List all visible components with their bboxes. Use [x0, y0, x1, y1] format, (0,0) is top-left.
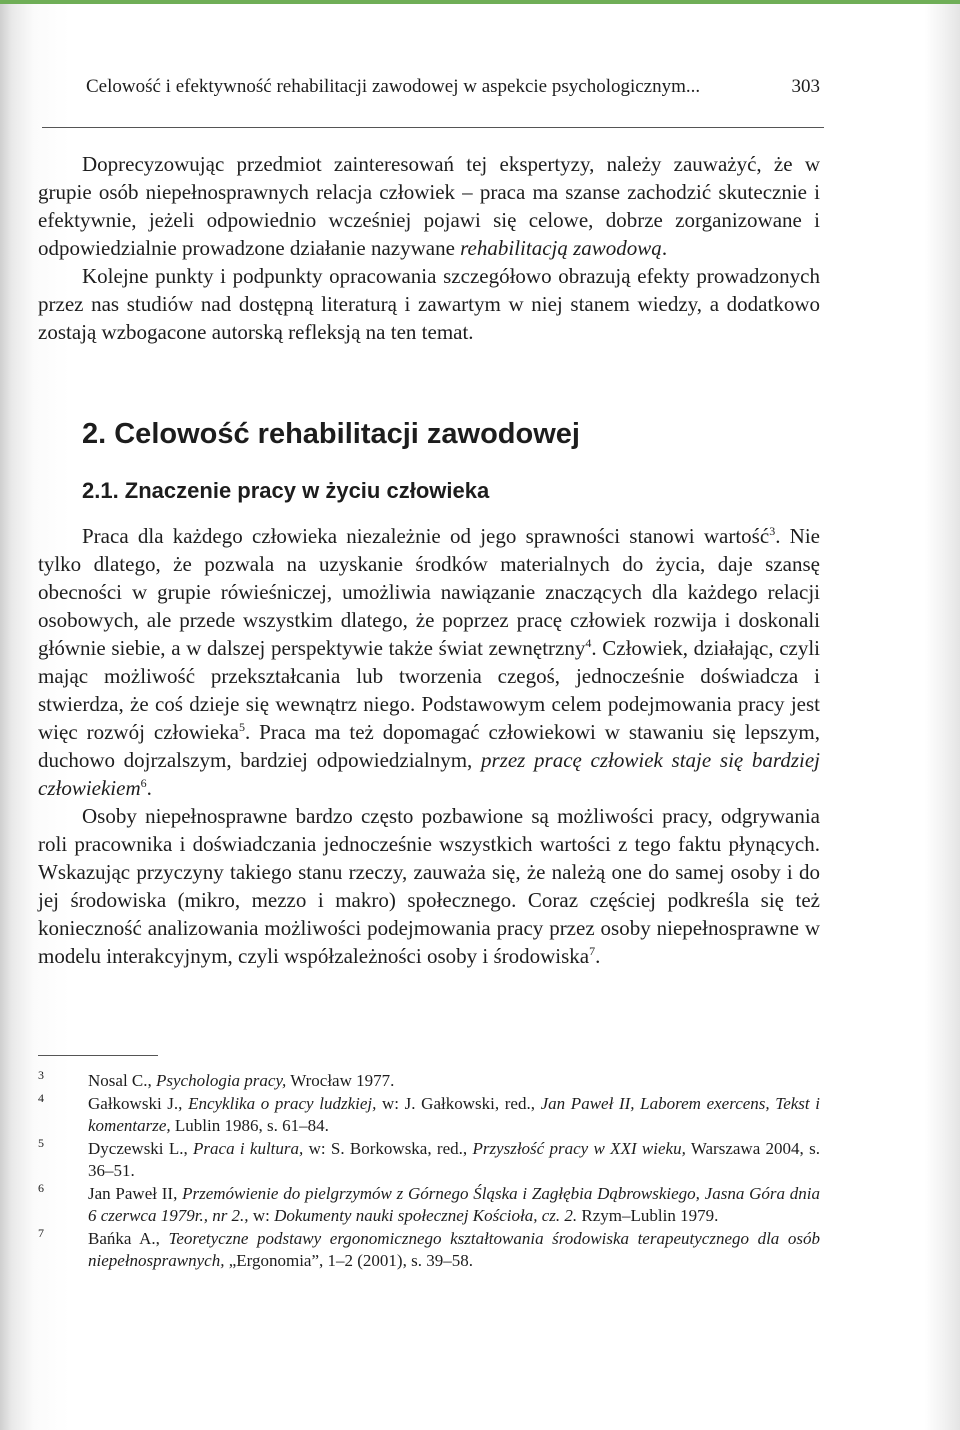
- footnote-5: [38, 1138, 820, 1182]
- footnote-text: Gałkowski J., Encyklika o pracy ludzkiej, w: J. Gałkowski, red., Jan Paweł II, Laborem exercens, Tekst i komentarze, Lublin 1986, s. 61–84.: [88, 1094, 820, 1135]
- footnote-ref: 5: [238, 720, 245, 734]
- footnote-number: 5: [38, 1136, 44, 1150]
- section-heading: 2. Celowość rehabilitacji zawodowej: [82, 418, 580, 450]
- main-p1-d: . Praca ma też dopomagać człowiekowi w stawaniu się lepszym, duchowo dojrzalszym, bardziej odpowiedzialnym,: [38, 720, 821, 772]
- main-text: [38, 522, 820, 970]
- footnote-ref: 6: [140, 776, 147, 790]
- main-p1-c: . Człowiek, działając, czyli mając możliwość przekształcania lub tworzenia czegoś, jednocześnie doświadcza i stwierdza, że coś dzieje się wewnątrz niego. Podstawowym celem podejmowania pracy jest więc rozwój człowieka: [38, 636, 821, 744]
- subsection-heading: 2.1. Znaczenie pracy w życiu człowieka: [82, 478, 490, 503]
- footnote-text: Dyczewski L., Praca i kultura, w: S. Borkowska, red., Przyszłość pracy w XXI wieku, Warszawa 2004, s. 36–51.: [88, 1139, 820, 1180]
- main-p1-b: . Nie tylko dlatego, że pozwala na uzyskanie środków materialnych do życia, daje szansę obecności w grupie rówieśniczej, umożliwia nawiązanie znaczących dla każdego relacji osobowych, ale przede wszystkim dlatego, że poprzez pracę człowiek rozwija i doskonali głównie siebie, a w dalszej perspektywie także świat zewnętrzny: [38, 524, 820, 660]
- intro-p1-italic: rehabilitacją zawodową: [460, 236, 662, 260]
- footnote-text: Nosal C., Psychologia pracy, Wrocław 1977.: [88, 1071, 395, 1090]
- header-rule: [42, 127, 824, 128]
- footnote-number: 4: [38, 1091, 44, 1105]
- main-paragraph-1: [38, 522, 820, 802]
- footnote-ref: 4: [585, 636, 592, 650]
- main-p2-b: .: [595, 944, 601, 968]
- footnote-4: [38, 1093, 820, 1137]
- intro-paragraph-1: [38, 150, 820, 262]
- main-p2-a: Osoby niepełnosprawne bardzo często pozbawione są możliwości pracy, odgrywania roli pracownika i doświadczania jednocześnie wszystkich wartości z tego faktu płynących. Wskazując przyczyny takiego stanu rzeczy, zauważa się, że należą one do samej osoby i do jej środowiska (mikro, mezzo i makro) społecznego. Coraz częściej podkreśla się też konieczność analizowania możliwości podejmowania pracy przez osoby niepełnosprawne w modelu interakcyjnym, czyli współzależności osoby i środowiska: [38, 804, 820, 968]
- footnote-7: [38, 1228, 820, 1272]
- top-edge-strip: [0, 0, 960, 4]
- footnotes: [38, 1070, 820, 1273]
- footnote-text: Bańka A., Teoretyczne podstawy ergonomicznego kształtowania środowiska terapeutycznego dla osób niepełnosprawnych, „Ergonomia”, 1–2 (2001), s. 39–58.: [88, 1229, 820, 1270]
- footnote-ref: 7: [589, 944, 596, 958]
- footnote-rule: [38, 1055, 158, 1056]
- footnote-3: [38, 1070, 820, 1092]
- page-number: 303: [791, 76, 820, 97]
- main-p1-a: Praca dla każdego człowieka niezależnie od jego sprawności stanowi wartość: [82, 524, 770, 548]
- intro-paragraph-2: Kolejne punkty i podpunkty opracowania szczegółowo obrazują efekty prowadzonych przez nas studiów nad dostępną literaturą i zawartym w niej stanem wiedzy, a dodatkowo zostają wzbogacone autorską refleksją na ten temat.: [38, 264, 820, 344]
- running-header: [86, 76, 820, 98]
- footnote-6: [38, 1183, 820, 1227]
- main-paragraph-2: [38, 802, 820, 970]
- intro-p1-end: .: [661, 236, 668, 260]
- footnote-number: 3: [38, 1068, 44, 1082]
- main-p1-f: .: [146, 776, 152, 800]
- running-title: Celowość i efektywność rehabilitacji zawodowej w aspekcie psychologicznym...: [86, 76, 701, 97]
- main-p1-italic: przez pracę człowiek staje się bardziej człowiekiem: [38, 748, 820, 800]
- intro-text: [38, 150, 820, 346]
- footnote-number: 6: [38, 1181, 44, 1195]
- footnote-ref: 3: [769, 524, 776, 538]
- footnote-number: 7: [38, 1226, 44, 1240]
- footnote-text: Jan Paweł II, Przemówienie do pielgrzymów z Górnego Śląska i Zagłębia Dąbrowskiego, Jasna Góra dnia 6 czerwca 1979r., nr 2., w: Dokumenty nauki społecznej Kościoła, cz. 2. Rzym–Lublin 1979.: [88, 1184, 820, 1225]
- intro-p1-text: Doprecyzowując przedmiot zainteresowań tej ekspertyzy, należy zauważyć, że w grupie osób niepełnosprawnych relacja człowiek – praca ma szanse zachodzić skutecznie i efektywnie, jeżeli odpowiednio wcześniej pojawi się celowe, dobrze zorganizowane i odpowiedzialnie prowadzone działanie nazywane: [38, 152, 820, 260]
